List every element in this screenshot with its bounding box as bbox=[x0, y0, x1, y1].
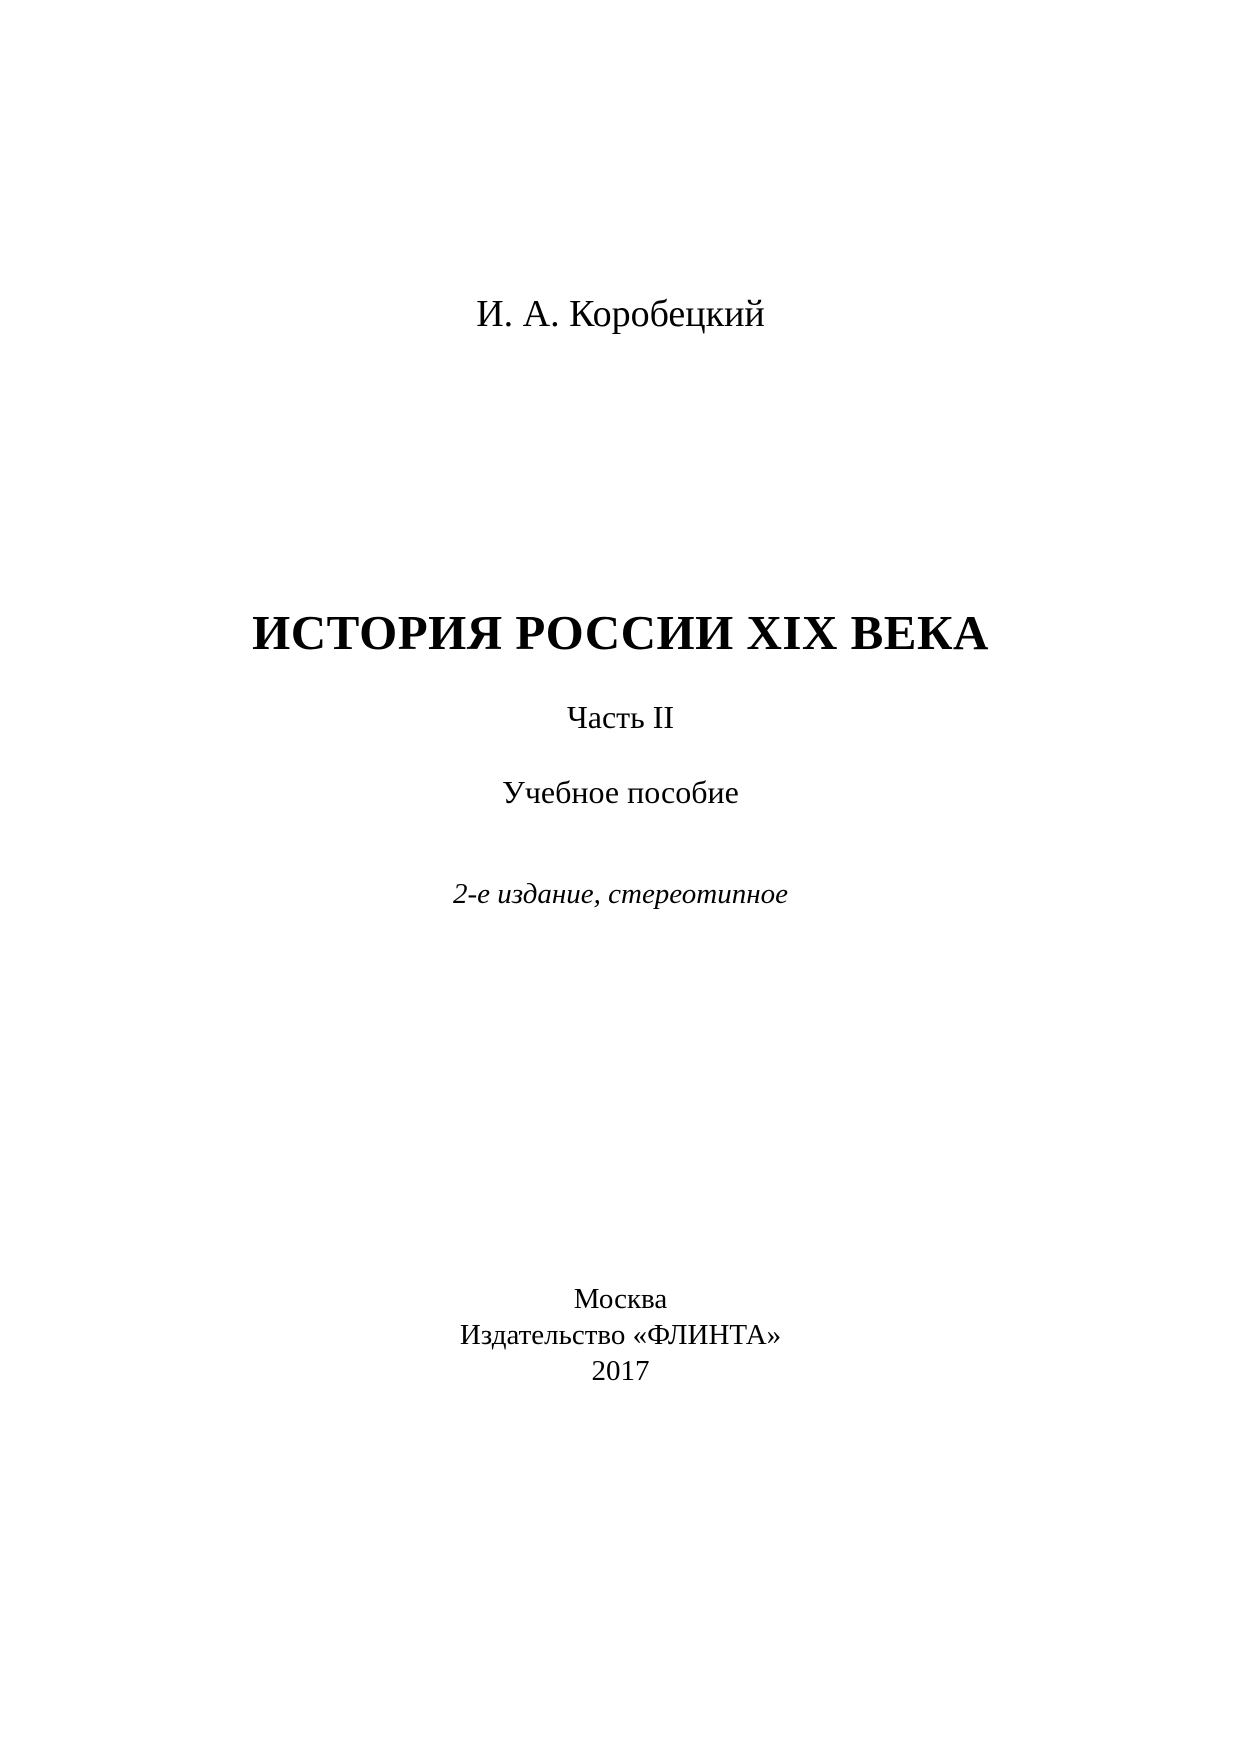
book-part: Часть II bbox=[566, 699, 675, 735]
book-title: ИСТОРИЯ РОССИИ XIX ВЕКА bbox=[252, 605, 989, 660]
imprint-publisher: Издательство «ФЛИНТА» bbox=[459, 1319, 782, 1351]
author-name: И. А. Коробецкий bbox=[476, 293, 765, 335]
imprint-city: Москва bbox=[573, 1283, 668, 1315]
imprint bbox=[0, 1281, 1241, 1389]
book-kind: Учебное пособие bbox=[502, 774, 739, 810]
imprint-year: 2017 bbox=[591, 1355, 650, 1387]
edition-note: 2-е издание, стереотипное bbox=[452, 878, 788, 910]
